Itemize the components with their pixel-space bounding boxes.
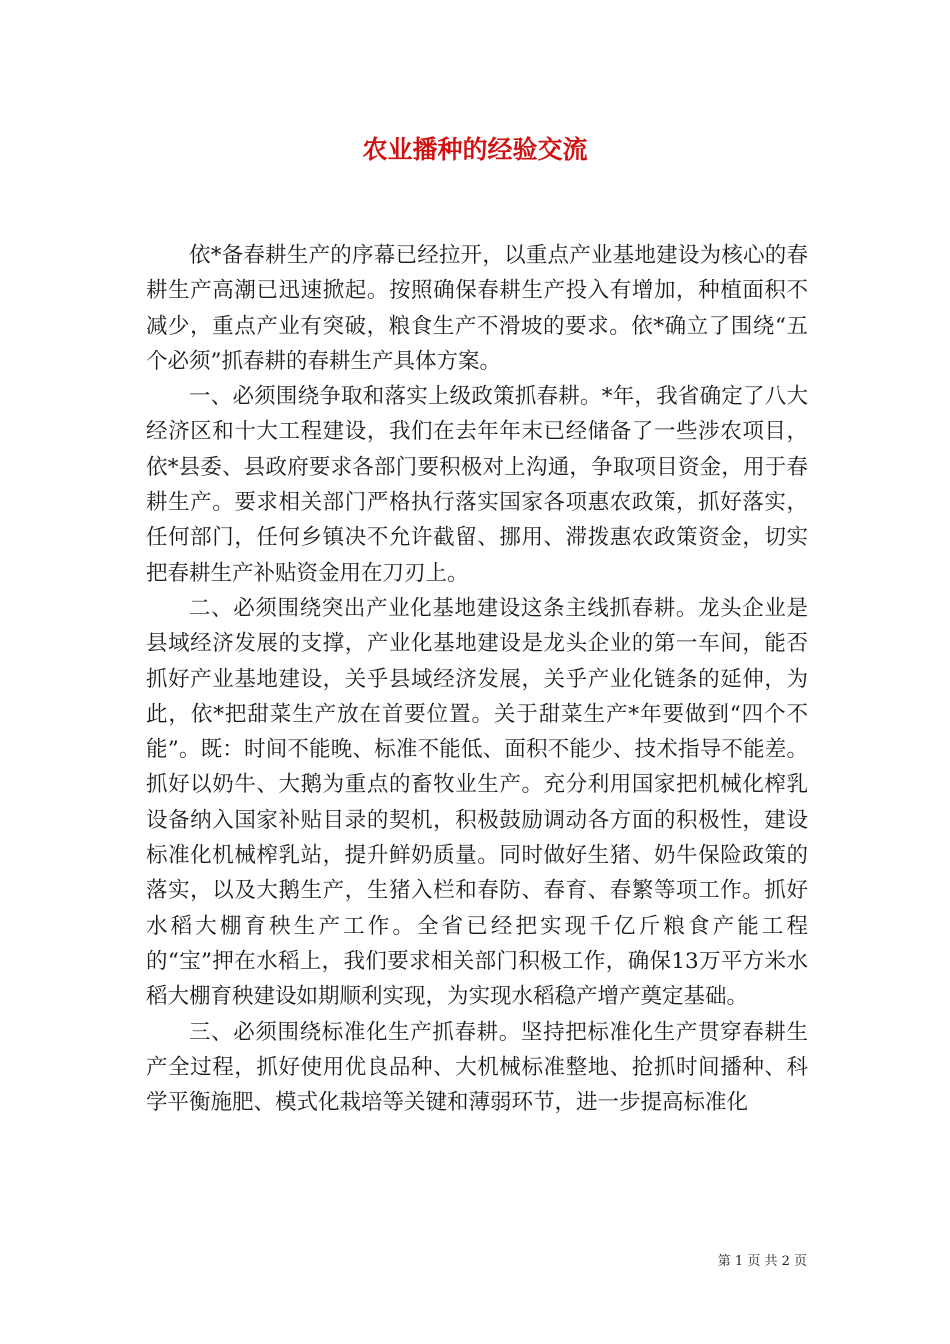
paragraph-section-2: 二、必须围绕突出产业化基地建设这条主线抓春耕。龙头企业是县域经济发展的支撑，产业化基地建设是龙头企业的第一车间，能否抓好产业基地建设，关乎县域经济发展，关乎产业化链条的延伸，为此，依*把甜菜生产放在首要位置。关于甜菜生产*年要做到“四个不能”。既：时间不能晚、标准不能低、面积不能少、技术指导不能差。抓好以奶牛、大鹅为重点的畜牧业生产。充分利用国家把机械化榨乳设备纳入国家补贴目录的契机，积极鼓励调动各方面的积极性，建设标准化机械榨乳站，提升鲜奶质量。同时做好生猪、奶牛保险政策的落实，以及大鹅生产，生猪入栏和春防、春育、春繁等项工作。抓好水稻大棚育秧生产工作。全省已经把实现千亿斤粮食产能工程的“宝”押在水稻上，我们要求相关部门积极工作，确保13万平方米水稻大棚育秧建设如期顺利实现，为实现水稻稳产增产奠定基础。 — [146, 595, 808, 1010]
document-title: 农业播种的经验交流 — [362, 135, 588, 164]
paragraph-section-3: 三、必须围绕标准化生产抓春耕。坚持把标准化生产贯穿春耕生产全过程，抓好使用优良品种、大机械标准整地、抢抓时间播种、科学平衡施肥、模式化栽培等关键和薄弱环节，进一步提高标准化 — [146, 1019, 808, 1116]
document-body — [146, 238, 808, 1120]
paragraph-intro: 依*备春耕生产的序幕已经拉开，以重点产业基地建设为核心的春耕生产高潮已迅速掀起。按照确保春耕生产投入有增加，种植面积不减少，重点产业有突破，粮食生产不滑坡的要求。依*确立了围绕“五个必须”抓春耕的春耕生产具体方案。 — [146, 243, 808, 374]
paragraph-section-1: 一、必须围绕争取和落实上级政策抓春耕。*年，我省确定了八大经济区和十大工程建设，我们在去年年末已经储备了一些涉农项目，依*县委、县政府要求各部门要积极对上沟通，争取项目资金，用于春耕生产。要求相关部门严格执行落实国家各项惠农政策，抓好落实，任何部门，任何乡镇决不允许截留、挪用、滞拨惠农政策资金，切实把春耕生产补贴资金用在刀刃上。 — [146, 384, 808, 586]
page-number-footer: 第 1 页 共 2 页 — [717, 1254, 807, 1269]
